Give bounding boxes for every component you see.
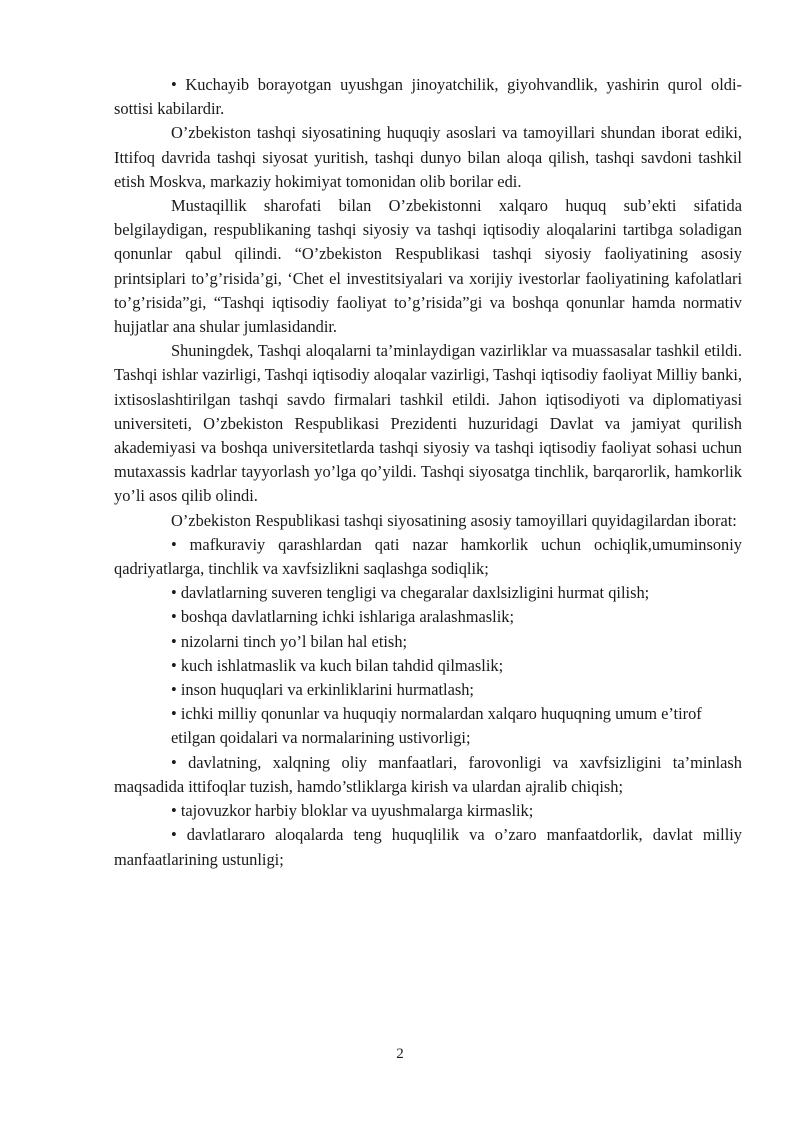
- paragraph-independence-laws: Mustaqillik sharofati bilan O’zbekistonni xalqaro huquq sub’ekti sifatida belgilaydigan, respublikaning tashqi siyosiy va tashqi iqtisodiy aloqalarini tartibga soladigan qonunlar qabul qilindi. “O’zbekiston Respublikasi tashqi siyosiy faoliyatining asosiy printsiplari to’g’risida’gi, ‘Chet el investitsiyalari va xorijiy ivestorlar faoliyatining kafolatlari to’g’risida”gi, “Tashqi iqtisodiy faoliyat to’g’risida”gi va boshqa qonunlar hamda normativ hujjatlar ana shular jumlasidandir.: [114, 196, 742, 337]
- paragraph-principles-intro: O’zbekiston Respublikasi tashqi siyosatining asosiy tamoyillari quyidagilardan iborat:: [171, 510, 737, 530]
- bullet-non-use-of-force: • kuch ishlatmaslik va kuch bilan tahdid qilmaslik;: [171, 655, 504, 675]
- bullet-sovereign-equality: • davlatlarning suveren tengligi va chegaralar daxlsizligini hurmat qilish;: [171, 583, 650, 603]
- bullet-human-rights: • inson huquqlari va erkinliklarini hurmatlash;: [171, 680, 474, 700]
- paragraph-legal-basis: O’zbekiston tashqi siyosatining huquqiy asoslari va tamoyillari shundan iborat ediki, Ittifoq davrida tashqi siyosat yuritish, tashqi dunyo bilan aloqa qilish, tashqi savdoni tashkil etish Moskva, markaziy hokimiyat tomonidan olib borilar edi.: [114, 123, 742, 191]
- page-content: [114, 73, 742, 872]
- bullet-alliances: • davlatning, xalqning oliy manfaatlari, farovonligi va xavfsizligini ta’minlash maqsadida ittifoqlar tuzish, hamdo’stliklarga kirish va ulardan ajralib chiqish;: [114, 752, 742, 796]
- bullet-non-interference: • boshqa davlatlarning ichki ishlariga aralashmaslik;: [171, 607, 515, 627]
- bullet-international-law-priority: • ichki milliy qonunlar va huquqiy normalardan xalqaro huquqning umum e’tirof: [171, 704, 702, 724]
- bullet-peaceful-settlement: • nizolarni tinch yo’l bilan hal etish;: [171, 631, 408, 651]
- bullet-equal-rights: • davlatlararo aloqalarda teng huquqlilik va o’zaro manfaatdorlik, davlat milliy manfaatlarining ustunligi;: [114, 825, 742, 869]
- bullet-openness: • mafkuraviy qarashlardan qati nazar hamkorlik uchun ochiqlik,umuminsoniy qadriyatlarga, tinchlik va xavfsizlikni saqlashga sodiqlik;: [114, 534, 742, 579]
- page-number: 2: [396, 1046, 404, 1062]
- bullet-paragraph-crime: • Kuchayib borayotgan uyushgan jinoyatchilik, giyohvandlik, yashirin qurol oldi-sottisi kabilardir.: [114, 75, 742, 119]
- bullet-military-blocs: • tajovuzkor harbiy bloklar va uyushmalarga kirmaslik;: [171, 801, 534, 821]
- bullet-international-law-continuation: etilgan qoidalari va normalarining ustivorligi;: [171, 728, 471, 748]
- paragraph-ministries: Shuningdek, Tashqi aloqalarni ta’minlaydigan vazirliklar va muassasalar tashkil etildi. Tashqi ishlar vazirligi, Tashqi iqtisodiy aloqalar vazirligi, Tashqi iqtisodiy faoliyat Milliy banki, ixtisoslashtirilgan tashqi savdo firmalari tashkil etildi. Jahon iqtisodiyoti va diplomatiyasi universiteti, O’zbekiston Respublikasi Prezidenti huzuridagi Davlat va jamiyat qurilish akademiyasi va boshqa universitetlarda tashqi siyosiy va tashqi iqtisodiy faoliyat sohasi uchun mutaxassis kadrlar tayyorlash yo’lga qo’yildi. Tashqi siyosatga tinchlik, barqarorlik, hamkorlik yo’li asos qilib olindi.: [114, 341, 742, 506]
